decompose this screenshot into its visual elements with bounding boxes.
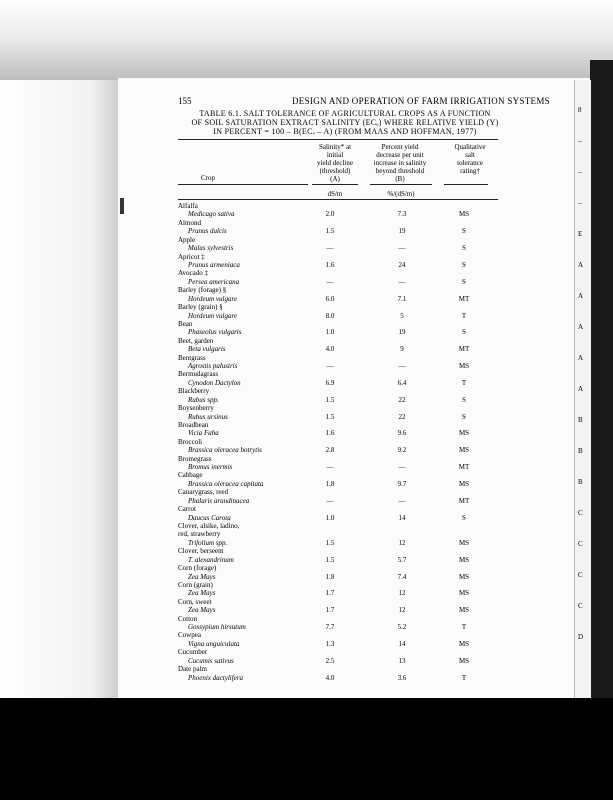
crop-name: Clover, alsike, ladino, bbox=[178, 522, 240, 530]
facing-page-char: A bbox=[578, 323, 584, 331]
threshold-cell: 1.5 bbox=[325, 555, 335, 564]
decrease-cell: 12 bbox=[398, 589, 406, 598]
facing-page-char: D bbox=[578, 633, 584, 641]
decrease-cell: 9.6 bbox=[397, 429, 407, 438]
crop-name: Blackberry bbox=[178, 387, 210, 396]
threshold-cell: 2.0 bbox=[325, 210, 335, 219]
scan-top-margin bbox=[0, 0, 613, 80]
threshold-cell: 4.0 bbox=[325, 673, 335, 682]
header-crop: Crop bbox=[201, 174, 215, 182]
facing-page-char: E bbox=[578, 230, 583, 238]
crop-scientific-name: Zea Mays bbox=[188, 589, 216, 598]
crop-name: Apricot ‡ bbox=[178, 252, 205, 261]
caption-line: OF SOIL SATURATION EXTRACT SALINITY (ECₑ) WHERE RELATIVE YIELD (Y) bbox=[191, 118, 499, 127]
threshold-cell: 8.0 bbox=[325, 311, 335, 320]
crop-scientific-name: Agrostis palustris bbox=[188, 362, 238, 370]
header-rule-crop bbox=[178, 184, 308, 185]
facing-page-char: – bbox=[578, 199, 582, 207]
crop-name: Cabbage bbox=[178, 471, 203, 480]
decrease-cell: 19 bbox=[398, 328, 406, 337]
header-line: yield decline bbox=[317, 159, 353, 167]
crop-name: Alfalfa bbox=[178, 202, 198, 210]
threshold-cell: — bbox=[326, 277, 334, 286]
header-line: (B) bbox=[395, 175, 405, 183]
crop-scientific-name: Hordeum vulgare bbox=[188, 311, 238, 320]
rating-cell: S bbox=[462, 244, 466, 253]
crop-scientific-name: Beta vulgaris bbox=[188, 345, 226, 354]
crop-name: Almond bbox=[178, 218, 201, 227]
threshold-cell: — bbox=[326, 362, 334, 370]
threshold-cell: 1.5 bbox=[325, 395, 335, 404]
crop-scientific-name: T. alexandrinum bbox=[188, 555, 234, 564]
threshold-cell: 1.8 bbox=[325, 479, 335, 488]
header-line: Qualitative bbox=[454, 143, 486, 151]
crop-scientific-name: Bromus inermis bbox=[188, 463, 233, 471]
header-line: Salinity* at bbox=[318, 143, 352, 151]
facing-page-char: – bbox=[578, 137, 582, 145]
crop-name: Beet, garden bbox=[178, 336, 214, 345]
crop-scientific-name: Zea Mays bbox=[188, 572, 216, 581]
header-rule-r bbox=[444, 184, 488, 185]
crop-name: Corn (forage) bbox=[178, 564, 217, 573]
facing-page-char: 8 bbox=[578, 106, 582, 114]
rating-cell: T bbox=[461, 673, 467, 682]
crop-scientific-name: Trifolium spp. bbox=[188, 538, 228, 547]
decrease-cell: 6.4 bbox=[397, 378, 407, 387]
rating-cell: MS bbox=[458, 656, 470, 665]
crop-scientific-name: Phaseolus vulgaris bbox=[188, 328, 242, 337]
decrease-cell: 7.1 bbox=[397, 294, 407, 303]
crop-scientific-name: Hordeum vulgare bbox=[188, 294, 238, 303]
header-line: Percent yield bbox=[381, 143, 419, 151]
threshold-cell: 1.7 bbox=[325, 606, 335, 615]
scan-right-shadow bbox=[590, 60, 613, 700]
crop-name: Cucumber bbox=[178, 648, 208, 657]
rating-cell: S bbox=[462, 412, 466, 421]
header-rule-a bbox=[312, 184, 358, 185]
crop-scientific-name: Vigna unguiculata bbox=[188, 639, 240, 648]
rating-cell: S bbox=[462, 328, 466, 337]
decrease-cell: 19 bbox=[398, 227, 406, 236]
threshold-cell: — bbox=[326, 496, 334, 505]
header-line: salt bbox=[465, 151, 475, 159]
crop-scientific-name: Brassica oleracea botrytis bbox=[188, 446, 262, 455]
facing-page-char: C bbox=[578, 571, 583, 579]
crop-name: Corn, sweet bbox=[178, 597, 212, 606]
rating-cell: MS bbox=[458, 210, 470, 219]
decrease-cell: — bbox=[398, 496, 406, 505]
page-number: 155 bbox=[178, 96, 192, 106]
crop-scientific-name: Daucus Carota bbox=[188, 513, 231, 522]
crop-scientific-name: Vicia Faba bbox=[188, 429, 219, 438]
facing-page-char: A bbox=[578, 354, 584, 362]
threshold-cell: 1.7 bbox=[325, 589, 335, 598]
table-top-rule bbox=[178, 139, 498, 140]
decrease-cell: — bbox=[398, 244, 406, 253]
threshold-cell: 6.9 bbox=[325, 378, 335, 387]
facing-page-char: C bbox=[578, 540, 583, 548]
threshold-cell: 1.5 bbox=[325, 412, 335, 421]
decrease-cell: 22 bbox=[398, 395, 406, 404]
rating-cell: MT bbox=[458, 345, 470, 354]
threshold-cell: 2.5 bbox=[325, 656, 335, 665]
facing-page-char: A bbox=[578, 292, 584, 300]
table-row bbox=[178, 674, 498, 683]
rating-cell: MS bbox=[458, 362, 470, 370]
rating-cell: MS bbox=[458, 538, 470, 547]
rating-cell: S bbox=[462, 513, 466, 522]
units-rule bbox=[178, 199, 498, 200]
header-line: (A) bbox=[330, 175, 340, 183]
crop-scientific-name: Phalaris arundinacea bbox=[188, 496, 250, 505]
unit-a: dS/m bbox=[327, 190, 343, 198]
rating-cell: MT bbox=[458, 496, 470, 505]
crop-name: Carrot bbox=[178, 505, 196, 514]
binding-mark-icon bbox=[120, 198, 124, 214]
threshold-cell: 1.3 bbox=[325, 639, 335, 648]
crop-name: Bromegrass bbox=[178, 454, 212, 463]
decrease-cell: — bbox=[398, 362, 406, 370]
decrease-cell: 12 bbox=[398, 538, 406, 547]
threshold-cell: 7.7 bbox=[325, 623, 335, 631]
decrease-cell: 13 bbox=[398, 656, 406, 665]
crop-name: Apple bbox=[178, 235, 196, 244]
facing-page-char: B bbox=[578, 416, 583, 424]
rating-cell: MS bbox=[458, 429, 470, 438]
threshold-cell: 6.0 bbox=[325, 294, 335, 303]
facing-page-char: B bbox=[578, 478, 583, 486]
threshold-cell: 1.0 bbox=[325, 513, 335, 522]
decrease-cell: 9 bbox=[400, 345, 404, 354]
header-rule-b bbox=[370, 184, 432, 185]
crop-name: red, strawberry bbox=[178, 530, 221, 539]
decrease-cell: 5 bbox=[400, 311, 404, 320]
decrease-cell: — bbox=[398, 277, 406, 286]
rating-cell: T bbox=[461, 311, 467, 320]
decrease-cell: 24 bbox=[398, 260, 406, 269]
threshold-cell: 1.8 bbox=[325, 572, 335, 581]
crop-name: Corn (grain) bbox=[178, 580, 213, 589]
decrease-cell: 12 bbox=[398, 606, 406, 615]
rating-cell: MT bbox=[458, 294, 470, 303]
rating-cell: MS bbox=[458, 589, 470, 598]
decrease-cell: — bbox=[398, 463, 406, 471]
threshold-cell: 1.5 bbox=[325, 227, 335, 236]
header-rating bbox=[440, 143, 500, 175]
crop-name: Clover, berseem bbox=[178, 547, 224, 556]
rating-cell: S bbox=[462, 277, 466, 286]
facing-page-char: C bbox=[578, 602, 583, 610]
crop-scientific-name: Prunus dulcis bbox=[188, 227, 227, 236]
crop-scientific-name: Rubus spp. bbox=[188, 395, 219, 404]
crop-name: Broadbean bbox=[178, 420, 209, 429]
crop-scientific-name: Gossypium hirsutum bbox=[188, 623, 246, 631]
crop-name: Cowpea bbox=[178, 631, 201, 640]
running-head: DESIGN AND OPERATION OF FARM IRRIGATION SYSTEMS bbox=[292, 96, 550, 106]
header-line: decrease per unit bbox=[376, 151, 424, 159]
header-line: beyond threshold bbox=[375, 167, 425, 175]
facing-page-char: – bbox=[578, 168, 582, 176]
crop-name: Barley (forage) § bbox=[178, 286, 227, 295]
rating-cell: MS bbox=[458, 606, 470, 615]
rating-cell: MS bbox=[458, 446, 470, 455]
decrease-cell: 7.4 bbox=[397, 572, 407, 581]
scan-bottom-shadow bbox=[0, 698, 613, 800]
crop-name: Bermudagrass bbox=[178, 370, 219, 379]
threshold-cell: 1.6 bbox=[325, 260, 335, 269]
header-line: rating† bbox=[460, 167, 480, 175]
unit-b: %/(dS/m) bbox=[387, 190, 415, 198]
header-decrease bbox=[360, 143, 440, 183]
scan-left-margin bbox=[0, 80, 118, 700]
threshold-cell: 1.5 bbox=[325, 538, 335, 547]
crop-scientific-name: Phoenix dactylifera bbox=[188, 673, 244, 682]
crop-scientific-name: Cynodon Dactylon bbox=[188, 378, 241, 387]
decrease-cell: 9.7 bbox=[397, 479, 407, 488]
decrease-cell: 22 bbox=[398, 412, 406, 421]
crop-scientific-name: Persea americana bbox=[188, 277, 240, 286]
rating-cell: MS bbox=[458, 479, 470, 488]
caption-line: IN PERCENT = 100 – B(ECₑ – A) (FROM MAAS AND HOFFMAN, 1977) bbox=[213, 127, 477, 136]
threshold-cell: 2.8 bbox=[325, 446, 335, 455]
rating-cell: MS bbox=[458, 555, 470, 564]
facing-page-char: A bbox=[578, 261, 584, 269]
crop-scientific-name: Cucumis sativus bbox=[188, 656, 234, 665]
rating-cell: MS bbox=[458, 572, 470, 581]
crop-name: Avocado ‡ bbox=[178, 269, 208, 278]
facing-page-char: B bbox=[578, 447, 583, 455]
rating-cell: S bbox=[462, 260, 466, 269]
threshold-cell: — bbox=[326, 244, 334, 253]
decrease-cell: 9.2 bbox=[397, 446, 407, 455]
decrease-cell: 14 bbox=[398, 639, 406, 648]
crop-name: Cotton bbox=[178, 614, 198, 623]
decrease-cell: 5.7 bbox=[397, 555, 407, 564]
threshold-cell: 4.0 bbox=[325, 345, 335, 354]
header-line: tolerance bbox=[457, 159, 483, 167]
threshold-cell: — bbox=[326, 463, 334, 471]
threshold-cell: 1.6 bbox=[325, 429, 335, 438]
crop-name: Bean bbox=[178, 319, 193, 328]
crop-scientific-name: Medicago sativa bbox=[188, 210, 235, 219]
rating-cell: S bbox=[462, 227, 466, 236]
crop-scientific-name: Prunus armeniaca bbox=[188, 260, 240, 269]
header-line: increase in salinity bbox=[373, 159, 427, 167]
rating-cell: T bbox=[461, 623, 467, 631]
decrease-cell: 3.6 bbox=[397, 673, 407, 682]
crop-name: Broccoli bbox=[178, 437, 203, 446]
decrease-cell: 5.2 bbox=[397, 623, 407, 631]
crop-scientific-name: Malus sylvestris bbox=[188, 244, 234, 253]
crop-name: Bentgrass bbox=[178, 353, 206, 362]
crop-scientific-name: Brassica oleracea capitata bbox=[188, 479, 264, 488]
crop-name: Date palm bbox=[178, 665, 207, 674]
rating-cell: MS bbox=[458, 639, 470, 648]
decrease-cell: 14 bbox=[398, 513, 406, 522]
crop-name: Barley (grain) § bbox=[178, 303, 223, 311]
rating-cell: T bbox=[461, 378, 467, 387]
crop-scientific-name: Rubus ursinus bbox=[188, 412, 228, 421]
header-line: initial bbox=[326, 151, 344, 159]
facing-page-char: A bbox=[578, 385, 584, 393]
threshold-cell: 1.0 bbox=[325, 328, 335, 337]
header-line: (threshold) bbox=[319, 167, 351, 175]
rating-cell: S bbox=[462, 395, 466, 404]
table-caption bbox=[180, 109, 510, 136]
caption-line: TABLE 6.1. SALT TOLERANCE OF AGRICULTURAL CROPS AS A FUNCTION bbox=[199, 109, 491, 118]
crop-scientific-name: Zea Mays bbox=[188, 606, 216, 615]
rating-cell: MT bbox=[458, 463, 470, 471]
crop-name: Boysenberry bbox=[178, 404, 214, 413]
facing-page-char: C bbox=[578, 509, 583, 517]
decrease-cell: 7.3 bbox=[397, 210, 407, 219]
crop-name: Canarygrass, reed bbox=[178, 488, 229, 497]
